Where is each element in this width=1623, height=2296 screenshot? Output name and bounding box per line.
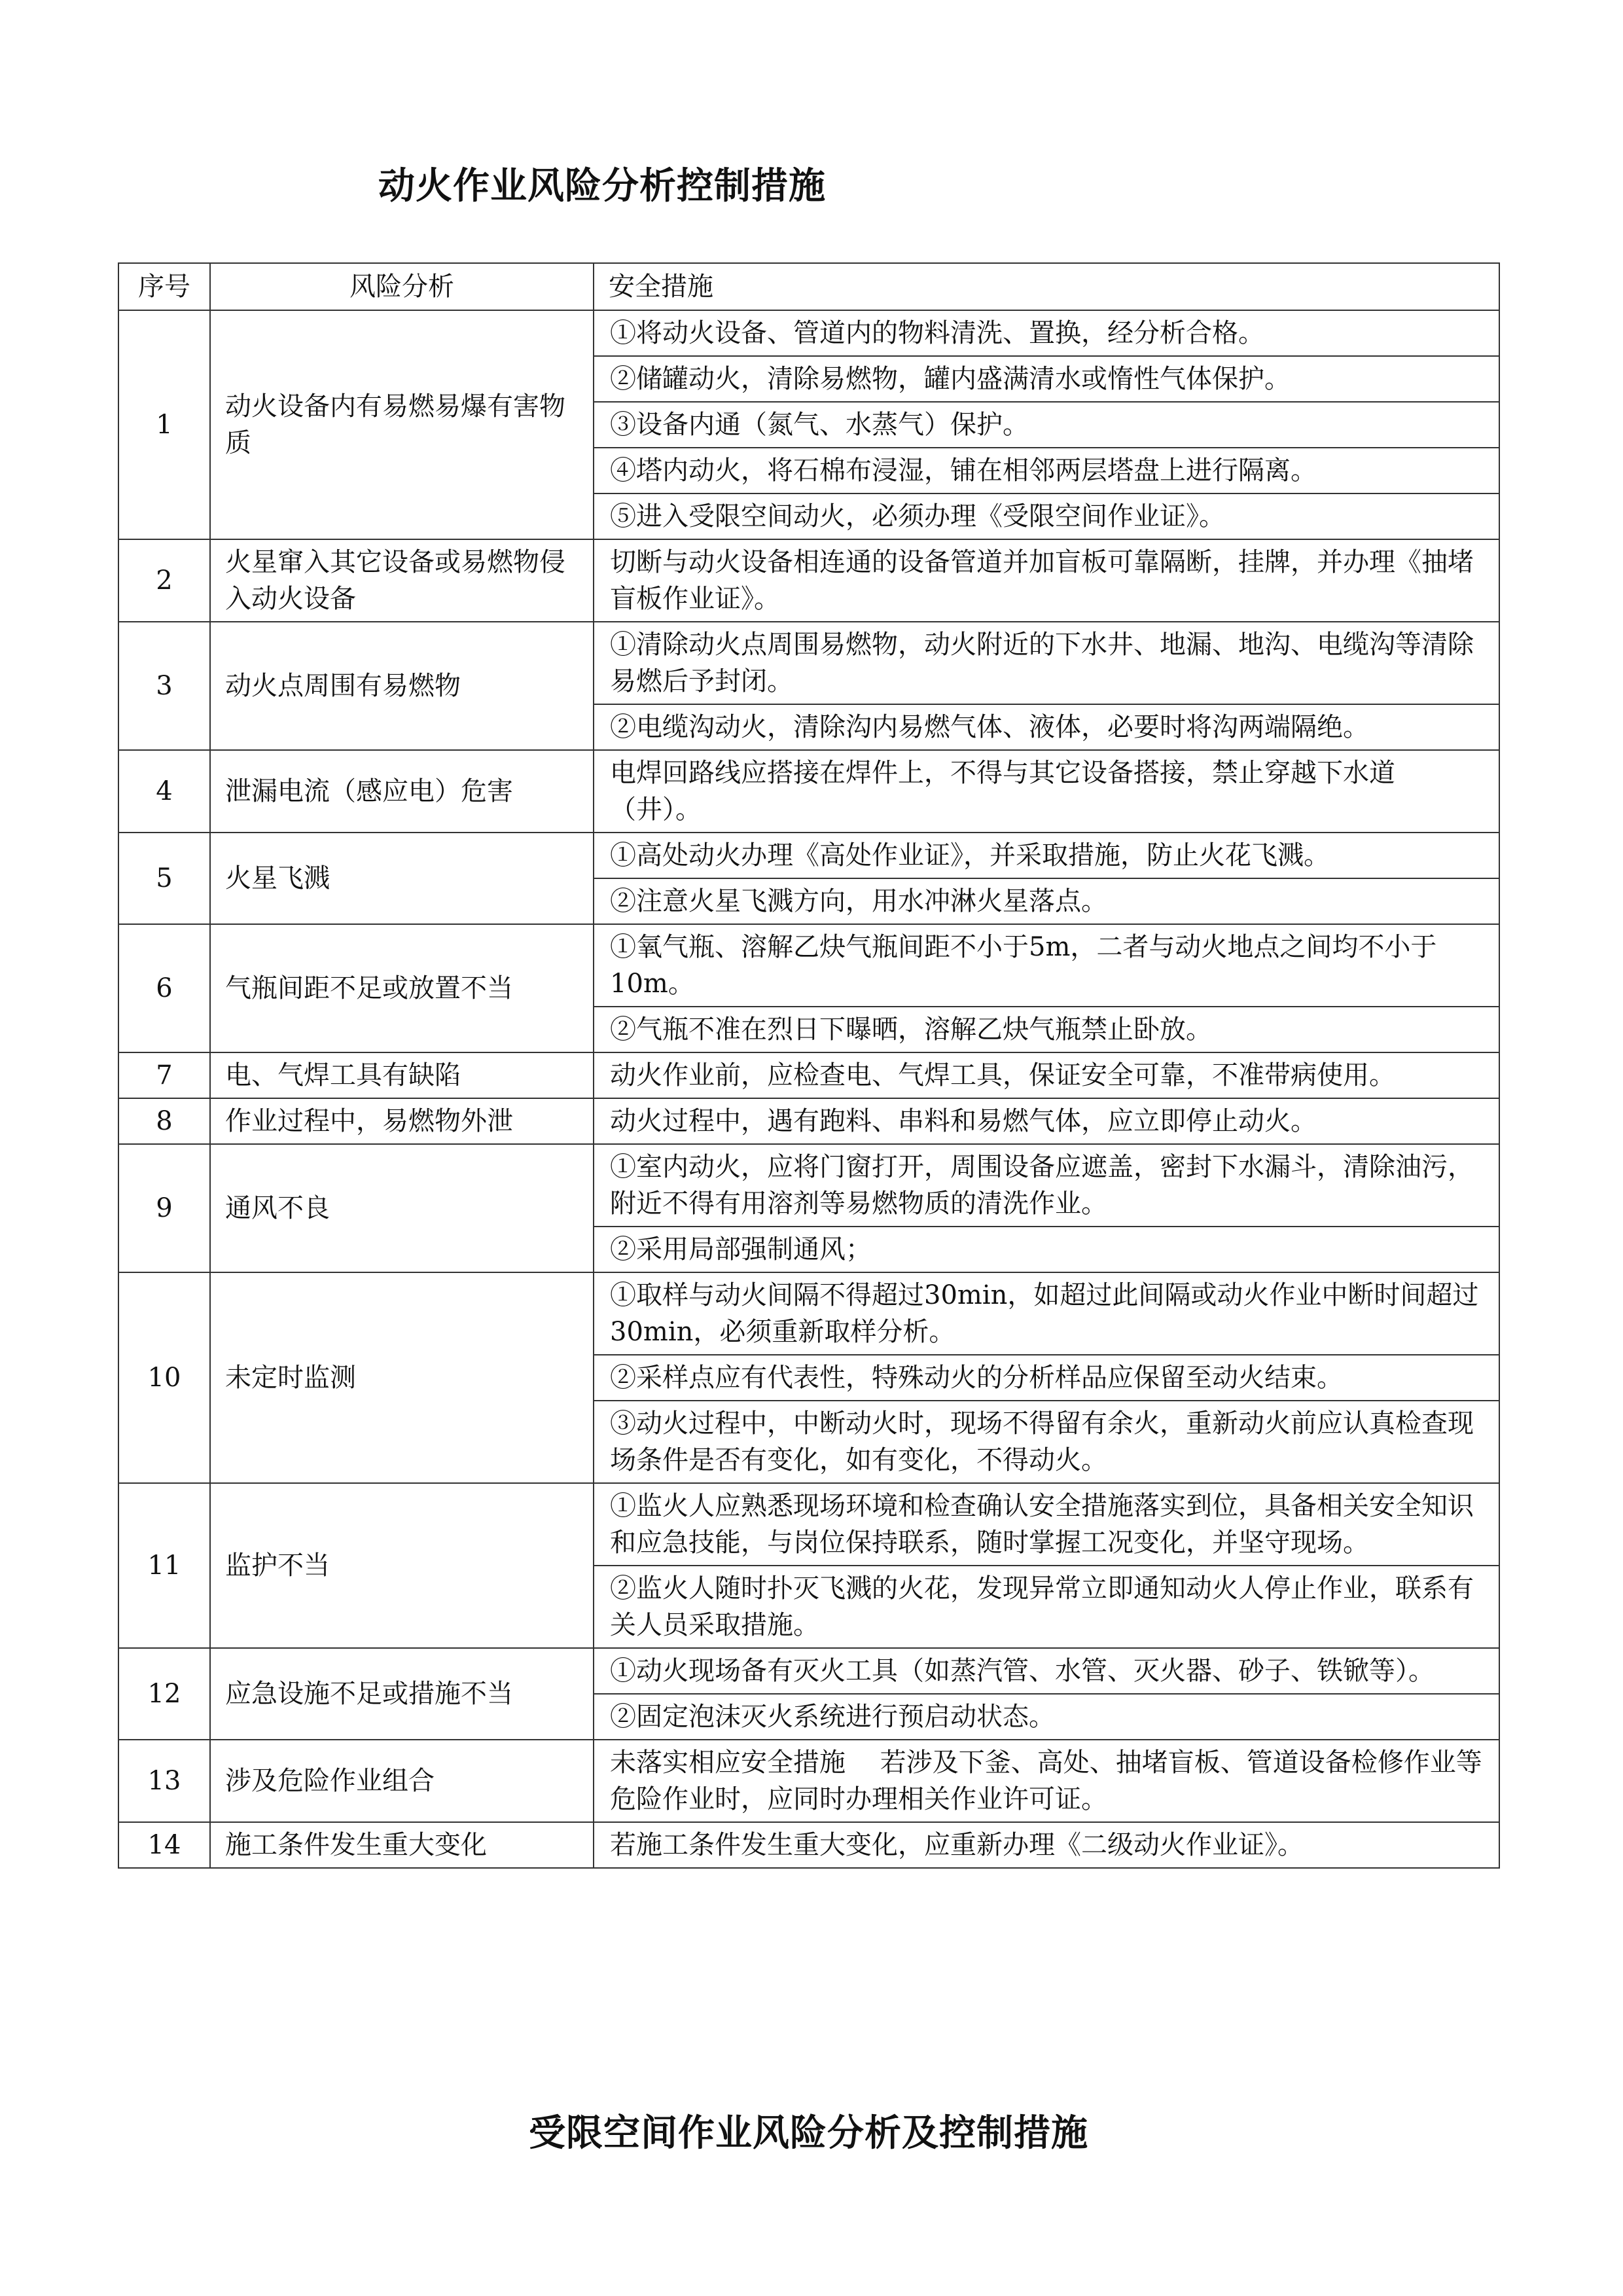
table-row (118, 310, 1499, 356)
row-number: 3 (118, 622, 210, 750)
risk-analysis: 未定时监测 (210, 1272, 594, 1483)
row-number: 8 (118, 1098, 210, 1144)
risk-analysis: 泄漏电流（感应电）危害 (210, 750, 594, 833)
header-risk: 风险分析 (210, 263, 594, 310)
row-number: 14 (118, 1822, 210, 1868)
safety-measure: ④塔内动火，将石棉布浸湿，铺在相邻两层塔盘上进行隔离。 (594, 448, 1499, 493)
safety-measure: ①高处动火办理《高处作业证》，并采取措施，防止火花飞溅。 (594, 833, 1499, 878)
safety-measure: ③动火过程中，中断动火时，现场不得留有余火，重新动火前应认真检查现场条件是否有变化，如有变化，不得动火。 (594, 1401, 1499, 1483)
header-measures: 安全措施 (594, 263, 1499, 310)
safety-measure: ③设备内通（氮气、水蒸气）保护。 (594, 402, 1499, 448)
risk-analysis: 施工条件发生重大变化 (210, 1822, 594, 1868)
safety-measure: ①动火现场备有灭火工具（如蒸汽管、水管、灭火器、砂子、铁锨等）。 (594, 1648, 1499, 1694)
risk-analysis: 动火点周围有易燃物 (210, 622, 594, 750)
header-no: 序号 (118, 263, 210, 310)
table-row (118, 1822, 1499, 1868)
table-row (118, 1272, 1499, 1355)
row-number: 10 (118, 1272, 210, 1483)
table-row (118, 1483, 1499, 1566)
table-header-row (118, 263, 1499, 310)
risk-control-table (118, 262, 1500, 1869)
safety-measure: ①将动火设备、管道内的物料清洗、置换，经分析合格。 (594, 310, 1499, 356)
safety-measure: 动火作业前，应检查电、气焊工具，保证安全可靠，不准带病使用。 (594, 1052, 1499, 1098)
row-number: 13 (118, 1740, 210, 1822)
safety-measure: ①取样与动火间隔不得超过30min，如超过此间隔或动火作业中断时间超过30min，必须重新取样分析。 (594, 1272, 1499, 1355)
table-row (118, 924, 1499, 1007)
row-number: 1 (118, 310, 210, 539)
table-row (118, 833, 1499, 878)
row-number: 2 (118, 539, 210, 622)
risk-analysis: 电、气焊工具有缺陷 (210, 1052, 594, 1098)
safety-measure: ②储罐动火，清除易燃物，罐内盛满清水或惰性气体保护。 (594, 356, 1499, 402)
risk-analysis: 通风不良 (210, 1144, 594, 1272)
safety-measure: ①室内动火，应将门窗打开，周围设备应遮盖，密封下水漏斗，清除油污，附近不得有用溶剂等易燃物质的清洗作业。 (594, 1144, 1499, 1227)
row-number: 4 (118, 750, 210, 833)
risk-analysis: 涉及危险作业组合 (210, 1740, 594, 1822)
risk-analysis: 火星窜入其它设备或易燃物侵入动火设备 (210, 539, 594, 622)
safety-measure: 电焊回路线应搭接在焊件上，不得与其它设备搭接，禁止穿越下水道（井）。 (594, 750, 1499, 833)
row-number: 6 (118, 924, 210, 1052)
page-title: 动火作业风险分析控制措施 (378, 165, 826, 207)
safety-measure: ①氧气瓶、溶解乙炔气瓶间距不小于5m，二者与动火地点之间均不小于10m。 (594, 924, 1499, 1007)
risk-analysis: 作业过程中，易燃物外泄 (210, 1098, 594, 1144)
row-number: 9 (118, 1144, 210, 1272)
safety-measure: ⑤进入受限空间动火，必须办理《受限空间作业证》。 (594, 493, 1499, 539)
safety-measure: ②监火人随时扑灭飞溅的火花，发现异常立即通知动火人停止作业，联系有关人员采取措施。 (594, 1566, 1499, 1648)
safety-measure: ②电缆沟动火，清除沟内易燃气体、液体，必要时将沟两端隔绝。 (594, 704, 1499, 750)
table-row (118, 750, 1499, 833)
table-row (118, 622, 1499, 704)
safety-measure: ②采用局部强制通风； (594, 1227, 1499, 1272)
row-number: 11 (118, 1483, 210, 1648)
section-title: 受限空间作业风险分析及控制措施 (529, 2112, 1088, 2155)
safety-measure: 切断与动火设备相连通的设备管道并加盲板可靠隔断，挂牌，并办理《抽堵盲板作业证》。 (594, 539, 1499, 622)
safety-measure: ②气瓶不准在烈日下曝晒，溶解乙炔气瓶禁止卧放。 (594, 1007, 1499, 1052)
safety-measure: ②注意火星飞溅方向，用水冲淋火星落点。 (594, 878, 1499, 924)
table-row (118, 1098, 1499, 1144)
row-number: 12 (118, 1648, 210, 1740)
safety-measure: ②固定泡沫灭火系统进行预启动状态。 (594, 1694, 1499, 1740)
risk-analysis: 动火设备内有易燃易爆有害物质 (210, 310, 594, 539)
table-row (118, 1052, 1499, 1098)
safety-measure: 未落实相应安全措施 若涉及下釜、高处、抽堵盲板、管道设备检修作业等危险作业时，应同时办理相关作业许可证。 (594, 1740, 1499, 1822)
risk-analysis: 火星飞溅 (210, 833, 594, 924)
table-row (118, 539, 1499, 622)
safety-measure: ①清除动火点周围易燃物，动火附近的下水井、地漏、地沟、电缆沟等清除易燃后予封闭。 (594, 622, 1499, 704)
safety-measure: 动火过程中，遇有跑料、串料和易燃气体，应立即停止动火。 (594, 1098, 1499, 1144)
risk-analysis: 气瓶间距不足或放置不当 (210, 924, 594, 1052)
safety-measure: ②采样点应有代表性，特殊动火的分析样品应保留至动火结束。 (594, 1355, 1499, 1401)
table-row (118, 1144, 1499, 1227)
safety-measure: 若施工条件发生重大变化，应重新办理《二级动火作业证》。 (594, 1822, 1499, 1868)
row-number: 7 (118, 1052, 210, 1098)
safety-measure: ①监火人应熟悉现场环境和检查确认安全措施落实到位，具备相关安全知识和应急技能，与岗位保持联系，随时掌握工况变化，并坚守现场。 (594, 1483, 1499, 1566)
row-number: 5 (118, 833, 210, 924)
table-row (118, 1740, 1499, 1822)
risk-analysis: 应急设施不足或措施不当 (210, 1648, 594, 1740)
risk-analysis: 监护不当 (210, 1483, 594, 1648)
table-row (118, 1648, 1499, 1694)
